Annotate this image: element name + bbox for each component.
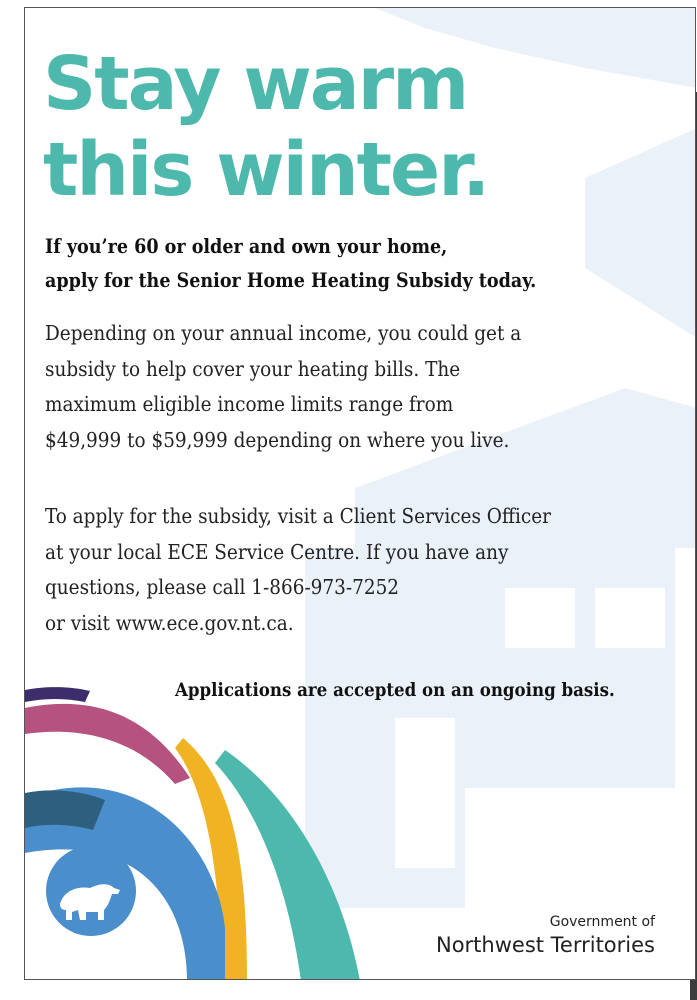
how-to-apply-paragraph xyxy=(45,499,685,641)
heating-subsidy-poster xyxy=(24,7,696,980)
paragraph-line: maximum eligible income limits range from xyxy=(45,392,454,416)
subhead-line-2: apply for the Senior Home Heating Subsidy today. xyxy=(45,269,537,292)
website-line: or visit www.ece.gov.nt.ca. xyxy=(45,610,294,635)
headline-line-2: this winter. xyxy=(43,127,489,213)
phone-line: questions, please call 1-866-973-7252 xyxy=(45,575,400,599)
headline-line-1: Stay warm xyxy=(43,41,468,127)
subhead-line-1: If you’re 60 or older and own your home, xyxy=(45,235,448,258)
northwest-territories-label: Northwest Territories xyxy=(435,933,655,957)
headline xyxy=(43,41,488,213)
eligibility-subheading xyxy=(45,230,685,298)
polar-bear-logo xyxy=(46,846,136,936)
polar-bear-icon xyxy=(46,846,136,936)
paragraph-line: subsidy to help cover your heating bills. The xyxy=(45,356,461,381)
aurora-arcs-graphic xyxy=(25,678,375,980)
paragraph-line: at your local ECE Service Centre. If you have any xyxy=(45,539,509,564)
government-wordmark xyxy=(436,913,655,959)
paragraph-line: Depending on your annual income, you could get a xyxy=(45,321,522,345)
paragraph-line: To apply for the subsidy, visit a Client Services Officer xyxy=(45,504,551,528)
ongoing-applications-note: Applications are accepted on an ongoing basis. xyxy=(175,680,615,701)
paragraph-line: $49,999 to $59,999 depending on where you live. xyxy=(45,427,510,452)
government-of-label: Government of xyxy=(549,914,655,930)
income-paragraph xyxy=(45,316,685,458)
